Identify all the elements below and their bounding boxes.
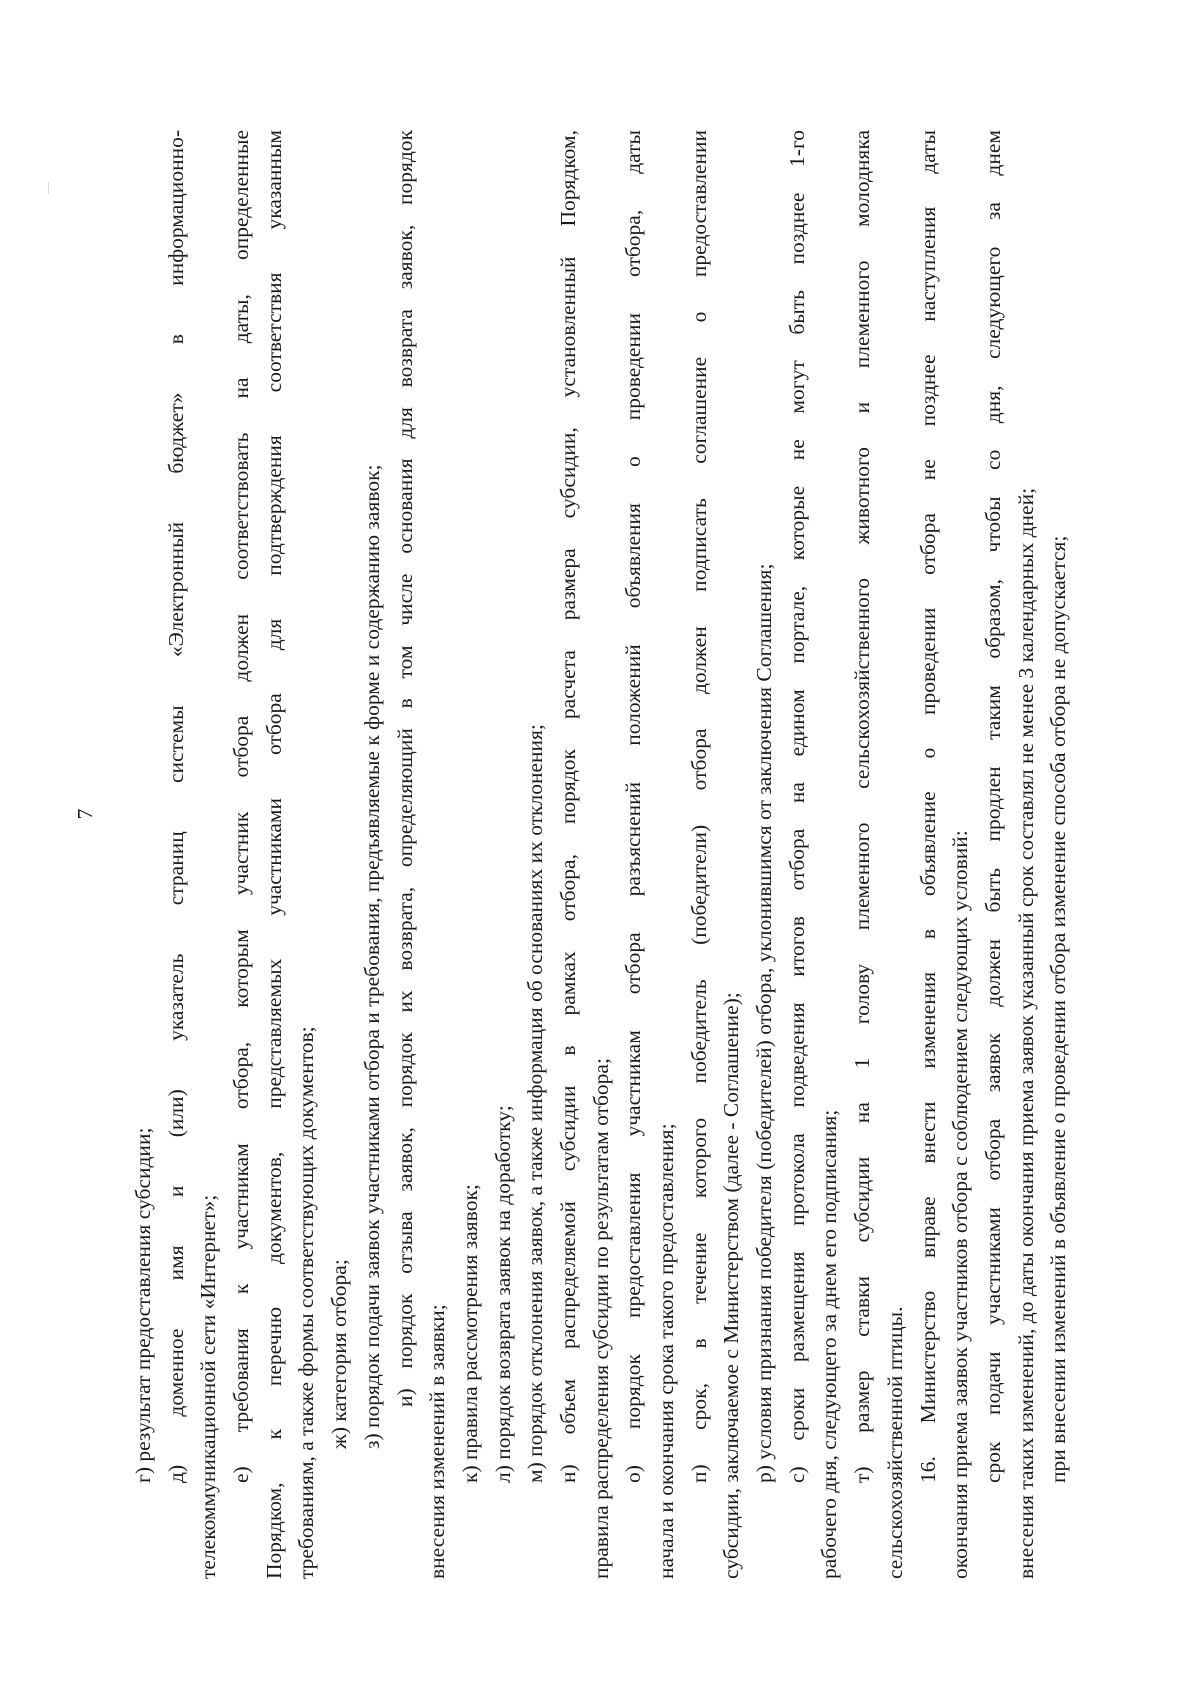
rotated-content: [71, 130, 1071, 1579]
text-line: требованиям, а также формы соответствующих документов;: [294, 1026, 319, 1579]
text-line: 16. Министерство вправе внести изменения в объявление о проведении отбора не позднее наступления даты: [915, 130, 940, 1483]
text-line: р) условия признания победителя (победителей) отбора, уклонившимся от заключения Соглашения;: [752, 563, 777, 1483]
text-line: при внесении изменений в объявление о проведении отбора изменение способа отбора не допускается;: [1046, 535, 1071, 1483]
text-line: субсидии, заключаемое с Министерством (далее - Соглашение);: [719, 992, 744, 1579]
page-number: 7: [73, 808, 97, 820]
text-line: сельскохозяйственной птицы.: [882, 1306, 907, 1579]
text-line: н) объем распределяемой субсидии в рамках отбора, порядок расчета размера субсидии, установленный Порядком,: [555, 130, 580, 1483]
text-line: з) порядок подачи заявок участниками отбора и требования, предъявляемые к форме и содержанию заявок;: [359, 464, 384, 1449]
text-line: рабочего дня, следующего за днем его подписания;: [817, 1109, 842, 1579]
text-line: начала и окончания срока такого предоставления;: [654, 1123, 678, 1579]
text-line: к) правила рассмотрения заявок;: [457, 1184, 482, 1483]
text-line: окончания приема заявок участников отбора с соблюдением следующих условий:: [948, 830, 973, 1579]
text-line: о) порядок предоставления участникам отбора разъяснений положений объявления о проведении отбора, даты: [621, 130, 646, 1483]
text-line: телекоммуникационной сети «Интернет»;: [196, 1194, 221, 1579]
text-line: е) требования к участникам отбора, которым участник отбора должен соответствовать на даты, определенные: [229, 130, 254, 1483]
text-line: с) сроки размещения протокола подведения итогов отбора на едином портале, которые не могут быть позднее 1-го: [784, 130, 809, 1483]
text-line: д) доменное имя и (или) указатель страниц системы «Электронный бюджет» в информационно-: [163, 130, 188, 1483]
text-line: г) результат предоставления субсидии;: [131, 1127, 155, 1483]
text-line: т) размер ставки субсидии на 1 голову племенного сельскохозяйственного животного и племенного молодняка: [850, 130, 875, 1483]
text-line: срок подачи участниками отбора заявок должен быть продлен таким образом, чтобы со дня, следующего за днем: [980, 130, 1005, 1483]
text-line: ж) категория отбора;: [327, 1259, 352, 1449]
text-line: м) порядок отклонения заявок, а также информация об основаниях их отклонения;: [523, 724, 548, 1483]
text-line: л) порядок возврата заявок на доработку;: [490, 1105, 515, 1483]
text-line: и) порядок отзыва заявок, порядок их возврата, определяющий в том числе основания для возврата заявок, порядок: [392, 130, 417, 1407]
text-line: внесения таких изменений, до даты окончания приема заявок указанный срок составлял не менее 3 календарных дней;: [1013, 487, 1038, 1579]
text-line: п) срок, в течение которого победитель (победители) отбора должен подписать соглашение о предоставлении: [686, 130, 711, 1483]
text-line: Порядком, к перечню документов, представляемых участниками отбора для подтверждения соответствия указанным: [261, 130, 286, 1579]
text-line: правила распределения субсидии по результатам отбора;: [588, 1058, 613, 1579]
text-line: внесения изменений в заявки;: [425, 1304, 450, 1579]
document-body: [127, 130, 1075, 1579]
scan-mark: [48, 182, 49, 194]
